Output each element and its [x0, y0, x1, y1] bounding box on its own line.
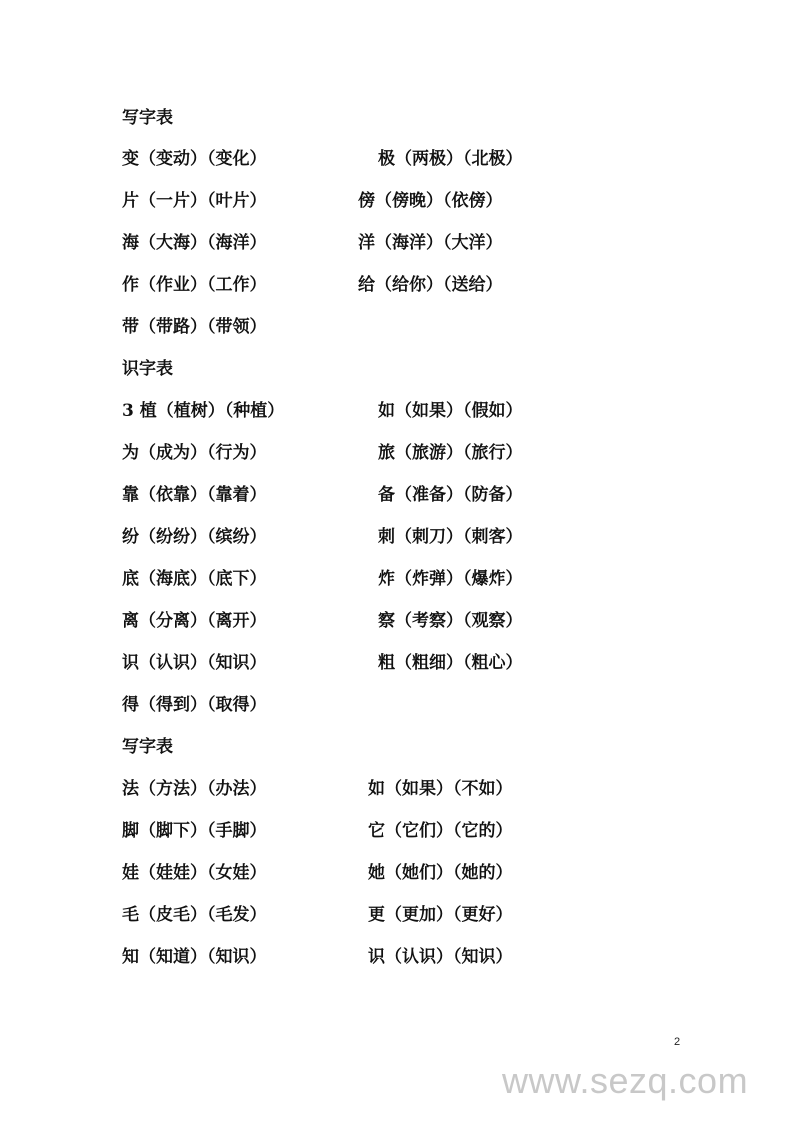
section2-row8-left: 得（得到）（取得） [122, 695, 267, 715]
watermark-text: www.sezq.com [502, 1060, 749, 1101]
section1-row2-left: 片（一片）（叶片） [122, 191, 267, 211]
section2-row2-left: 为（成为）（行为） [122, 443, 267, 463]
section2-row5-right: 炸（炸弹）（爆炸） [378, 569, 523, 589]
section3-row5-right: 识（认识）（知识） [368, 947, 513, 967]
section2-row3-right: 备（准备）（防备） [378, 485, 523, 505]
section2-row2-right: 旅（旅游）（旅行） [378, 443, 523, 463]
section3-row3-right: 她（她们）（她的） [368, 863, 513, 883]
section2-row6-right: 察（考察）（观察） [378, 611, 523, 631]
section3-heading: 写字表 [122, 737, 173, 757]
section1-row1-left: 变（变动）（变化） [122, 149, 267, 169]
section1-row4-left: 作（作业）（工作） [122, 275, 267, 295]
section3-row4-right: 更（更加）（更好） [368, 905, 513, 925]
section3-row1-right: 如（如果）（不如） [368, 779, 513, 799]
section2-row7-right: 粗（粗细）（粗心） [378, 653, 523, 673]
section1-row3-right: 洋（海洋）（大洋） [358, 233, 503, 253]
section1-row5-left: 带（带路）（带领） [122, 317, 267, 337]
section3-row4-left: 毛（皮毛）（毛发） [122, 905, 267, 925]
section2-row6-left: 离（分离）（离开） [122, 611, 267, 631]
section2-row1-right: 如（如果）（假如） [378, 401, 523, 421]
section3-row1-left: 法（方法）（办法） [122, 779, 267, 799]
page-number: 2 [674, 1036, 681, 1048]
section2-row5-left: 底（海底）（底下） [122, 569, 267, 589]
section2-row4-right: 刺（刺刀）（刺客） [378, 527, 523, 547]
section1-row1-right: 极（两极）（北极） [378, 149, 523, 169]
section3-row2-left: 脚（脚下）（手脚） [122, 821, 267, 841]
section1-row3-left: 海（大海）（海洋） [122, 233, 267, 253]
section2-row1-left: 3 植（植树）（种植） [122, 401, 285, 421]
section2-row3-left: 靠（依靠）（靠着） [122, 485, 267, 505]
section2-row7-left: 识（认识）（知识） [122, 653, 267, 673]
section3-row5-left: 知（知道）（知识） [122, 947, 267, 967]
section1-row4-right: 给（给你）（送给） [358, 275, 503, 295]
section1-row2-right: 傍（傍晚）（依傍） [358, 191, 503, 211]
section2-heading: 识字表 [122, 359, 173, 379]
section3-row2-right: 它（它们）（它的） [368, 821, 513, 841]
section1-heading: 写字表 [122, 108, 173, 128]
section3-row3-left: 娃（娃娃）（女娃） [122, 863, 267, 883]
section2-row4-left: 纷（纷纷）（缤纷） [122, 527, 267, 547]
